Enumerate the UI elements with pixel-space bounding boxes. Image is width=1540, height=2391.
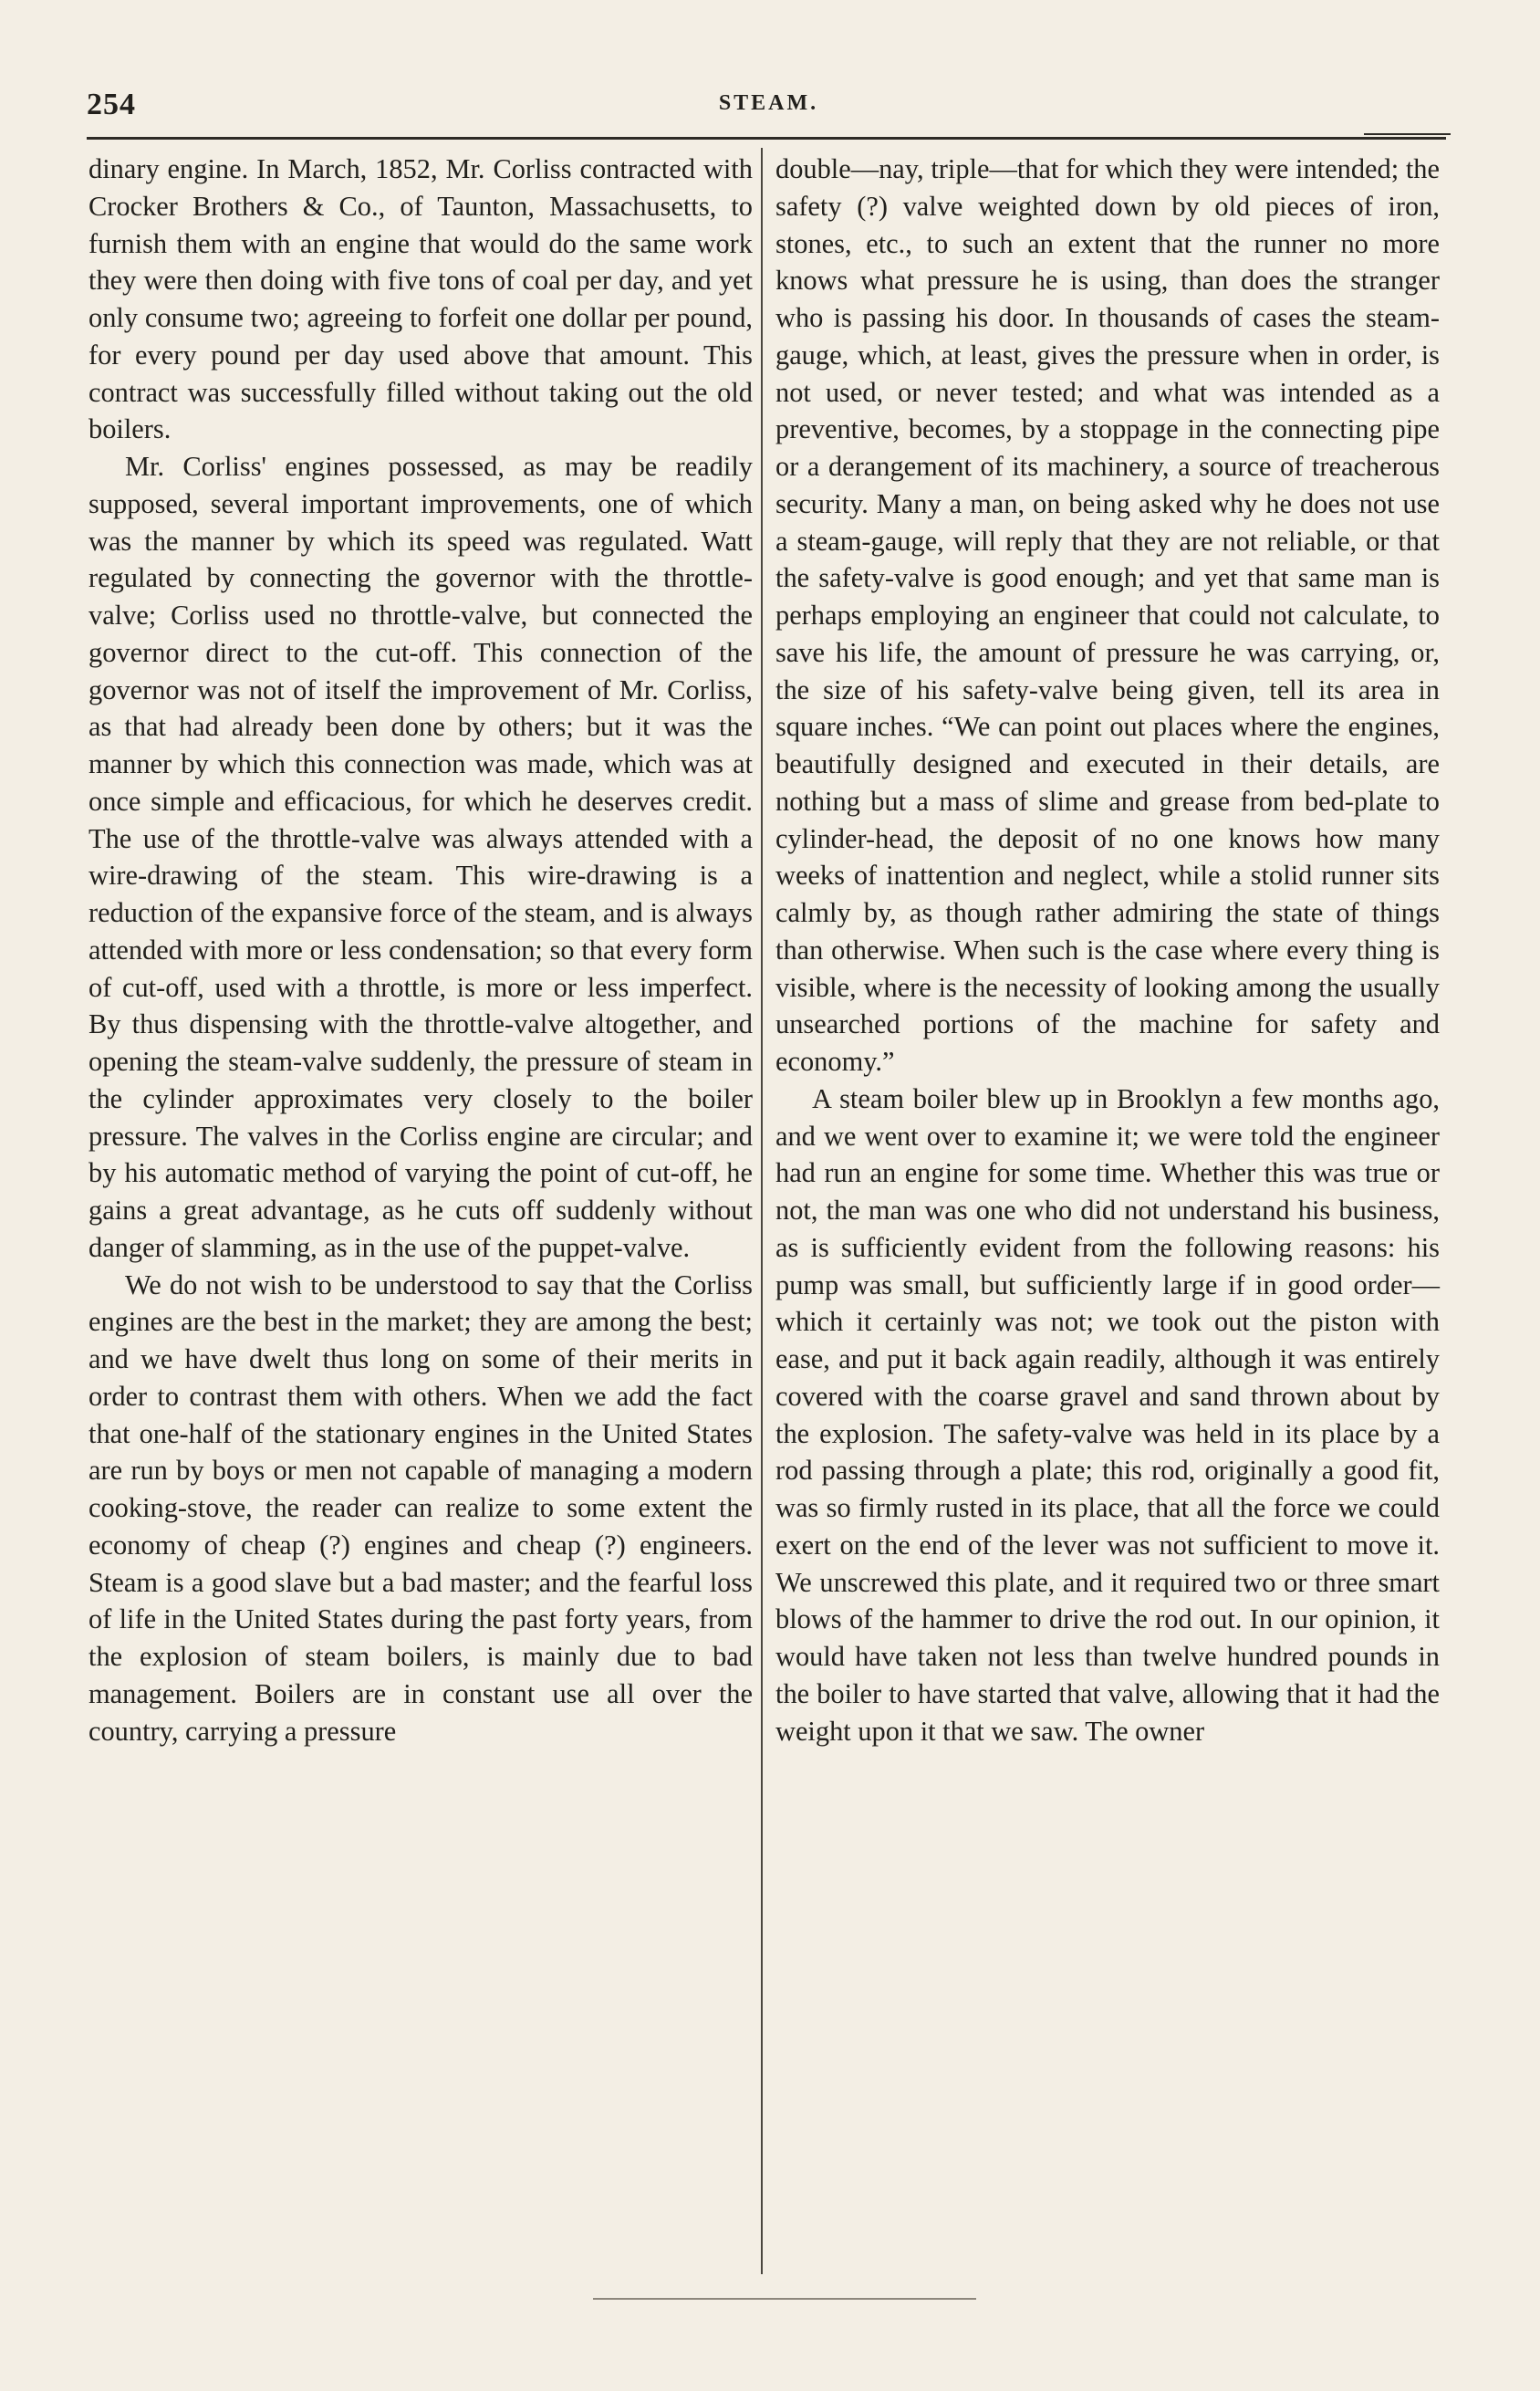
footer-rule bbox=[593, 2298, 976, 2300]
running-head: STEAM. bbox=[718, 91, 819, 115]
paragraph: dinary engine. In March, 1852, Mr. Corliss contracted with Crocker Brothers & Co., of Taunton, Massachusetts, to furnish them with an engine that would do the same work they were then doing with five tons of coal per day, and yet only consume two; agreeing to forfeit one dollar per pound, for every pound per day used above that amount. This contract was successfully filled without taking out the old boilers. bbox=[88, 153, 753, 445]
paragraph: A steam boiler blew up in Brooklyn a few months ago, and we went over to examine it; we were told the engineer had run an engine for some time. Whether this was true or not, the man was one who did not understand his business, as is sufficiently evident from the following reasons: his pump was small, but sufficiently large if in good order—which it certainly was not; we took out the piston with ease, and put it back again readily, although it was entirely covered with the coarse gravel and sand thrown about by the explosion. The safety-valve was held in its place by a rod passing through a plate; this rod, originally a good fit, was so firmly rusted in its place, that all the force we could exert on the end of the lever was not sufficient to move it. We unscrewed this plate, and it required two or three smart blows of the hammer to drive the rod out. In our opinion, it would have taken not less than twelve hundred pounds in the boiler to have started that valve, allowing that it had the weight upon it that we saw. The owner bbox=[775, 1082, 1440, 1747]
paragraph: Mr. Corliss' engines possessed, as may be readily supposed, several important improvements, one of which was the manner by which its speed was regulated. Watt regulated by connecting the governor with the throttle-valve; Corliss used no throttle-valve, but connected the governor direct to the cut-off. This connection of the governor was not of itself the improvement of Mr. Corliss, as that had already been done by others; but it was the manner by which this connection was made, which was at once simple and efficacious, for which he deserves credit. The use of the throttle-valve was always attended with a wire-drawing of the steam. This wire-drawing is a reduction of the expansive force of the steam, and is always attended with more or less condensation; so that every form of cut-off, used with a throttle, is more or less imperfect. By thus dispensing with the throttle-valve altogether, and opening the steam-valve suddenly, the pressure of steam in the cylinder approximates very closely to the boiler pressure. The valves in the Corliss engine are circular; and by his automatic method of varying the point of cut-off, he gains a great advantage, as he cuts off suddenly without danger of slamming, as in the use of the puppet-valve. bbox=[88, 451, 753, 1263]
header-rule bbox=[87, 137, 1446, 140]
column-divider bbox=[761, 148, 763, 2274]
right-column bbox=[775, 151, 1440, 1749]
paragraph: We do not wish to be understood to say that the Corliss engines are the best in the market; they are among the best; and we have dwelt thus long on some of their merits in order to contrast them with others. When we add the fact that one-half of the stationary engines in the United States are run by boys or men not capable of managing a modern cooking-stove, the reader can realize to some extent the economy of cheap (?) engines and cheap (?) engineers. Steam is a good slave but a bad master; and the fearful loss of life in the United States during the past forty years, from the explosion of steam boilers, is mainly due to bad management. Boilers are in constant use all over the country, carrying a pressure bbox=[88, 1269, 753, 1747]
page-header bbox=[87, 88, 1451, 133]
header-rule-thick bbox=[1364, 133, 1451, 135]
left-column bbox=[88, 151, 753, 1749]
paragraph: double—nay, triple—that for which they were intended; the safety (?) valve weighted down by old pieces of iron, stones, etc., to such an extent that the runner no more knows what pressure he is using, than does the stranger who is passing his door. In thousands of cases the steam-gauge, which, at least, gives the pressure when in order, is not used, or never tested; and what was intended as a preventive, becomes, by a stoppage in the connecting pipe or a derangement of its machinery, a source of treacherous security. Many a man, on being asked why he does not use a steam-gauge, will reply that they are not reliable, or that the safety-valve is good enough; and yet that same man is perhaps employing an engineer that could not calculate, to save his life, the amount of pressure he was carrying, or, the size of his safety-valve being given, tell its area in square inches. “We can point out places where the engines, beautifully designed and executed in their details, are nothing but a mass of slime and grease from bed-plate to cylinder-head, the deposit of no one knows how many weeks of inattention and neglect, while a stolid runner sits calmly by, as though rather admiring the state of things than otherwise. When such is the case where every thing is visible, where is the necessity of looking among the usually unsearched portions of the machine for safety and economy.” bbox=[775, 153, 1440, 1077]
page-number: 254 bbox=[87, 88, 136, 121]
